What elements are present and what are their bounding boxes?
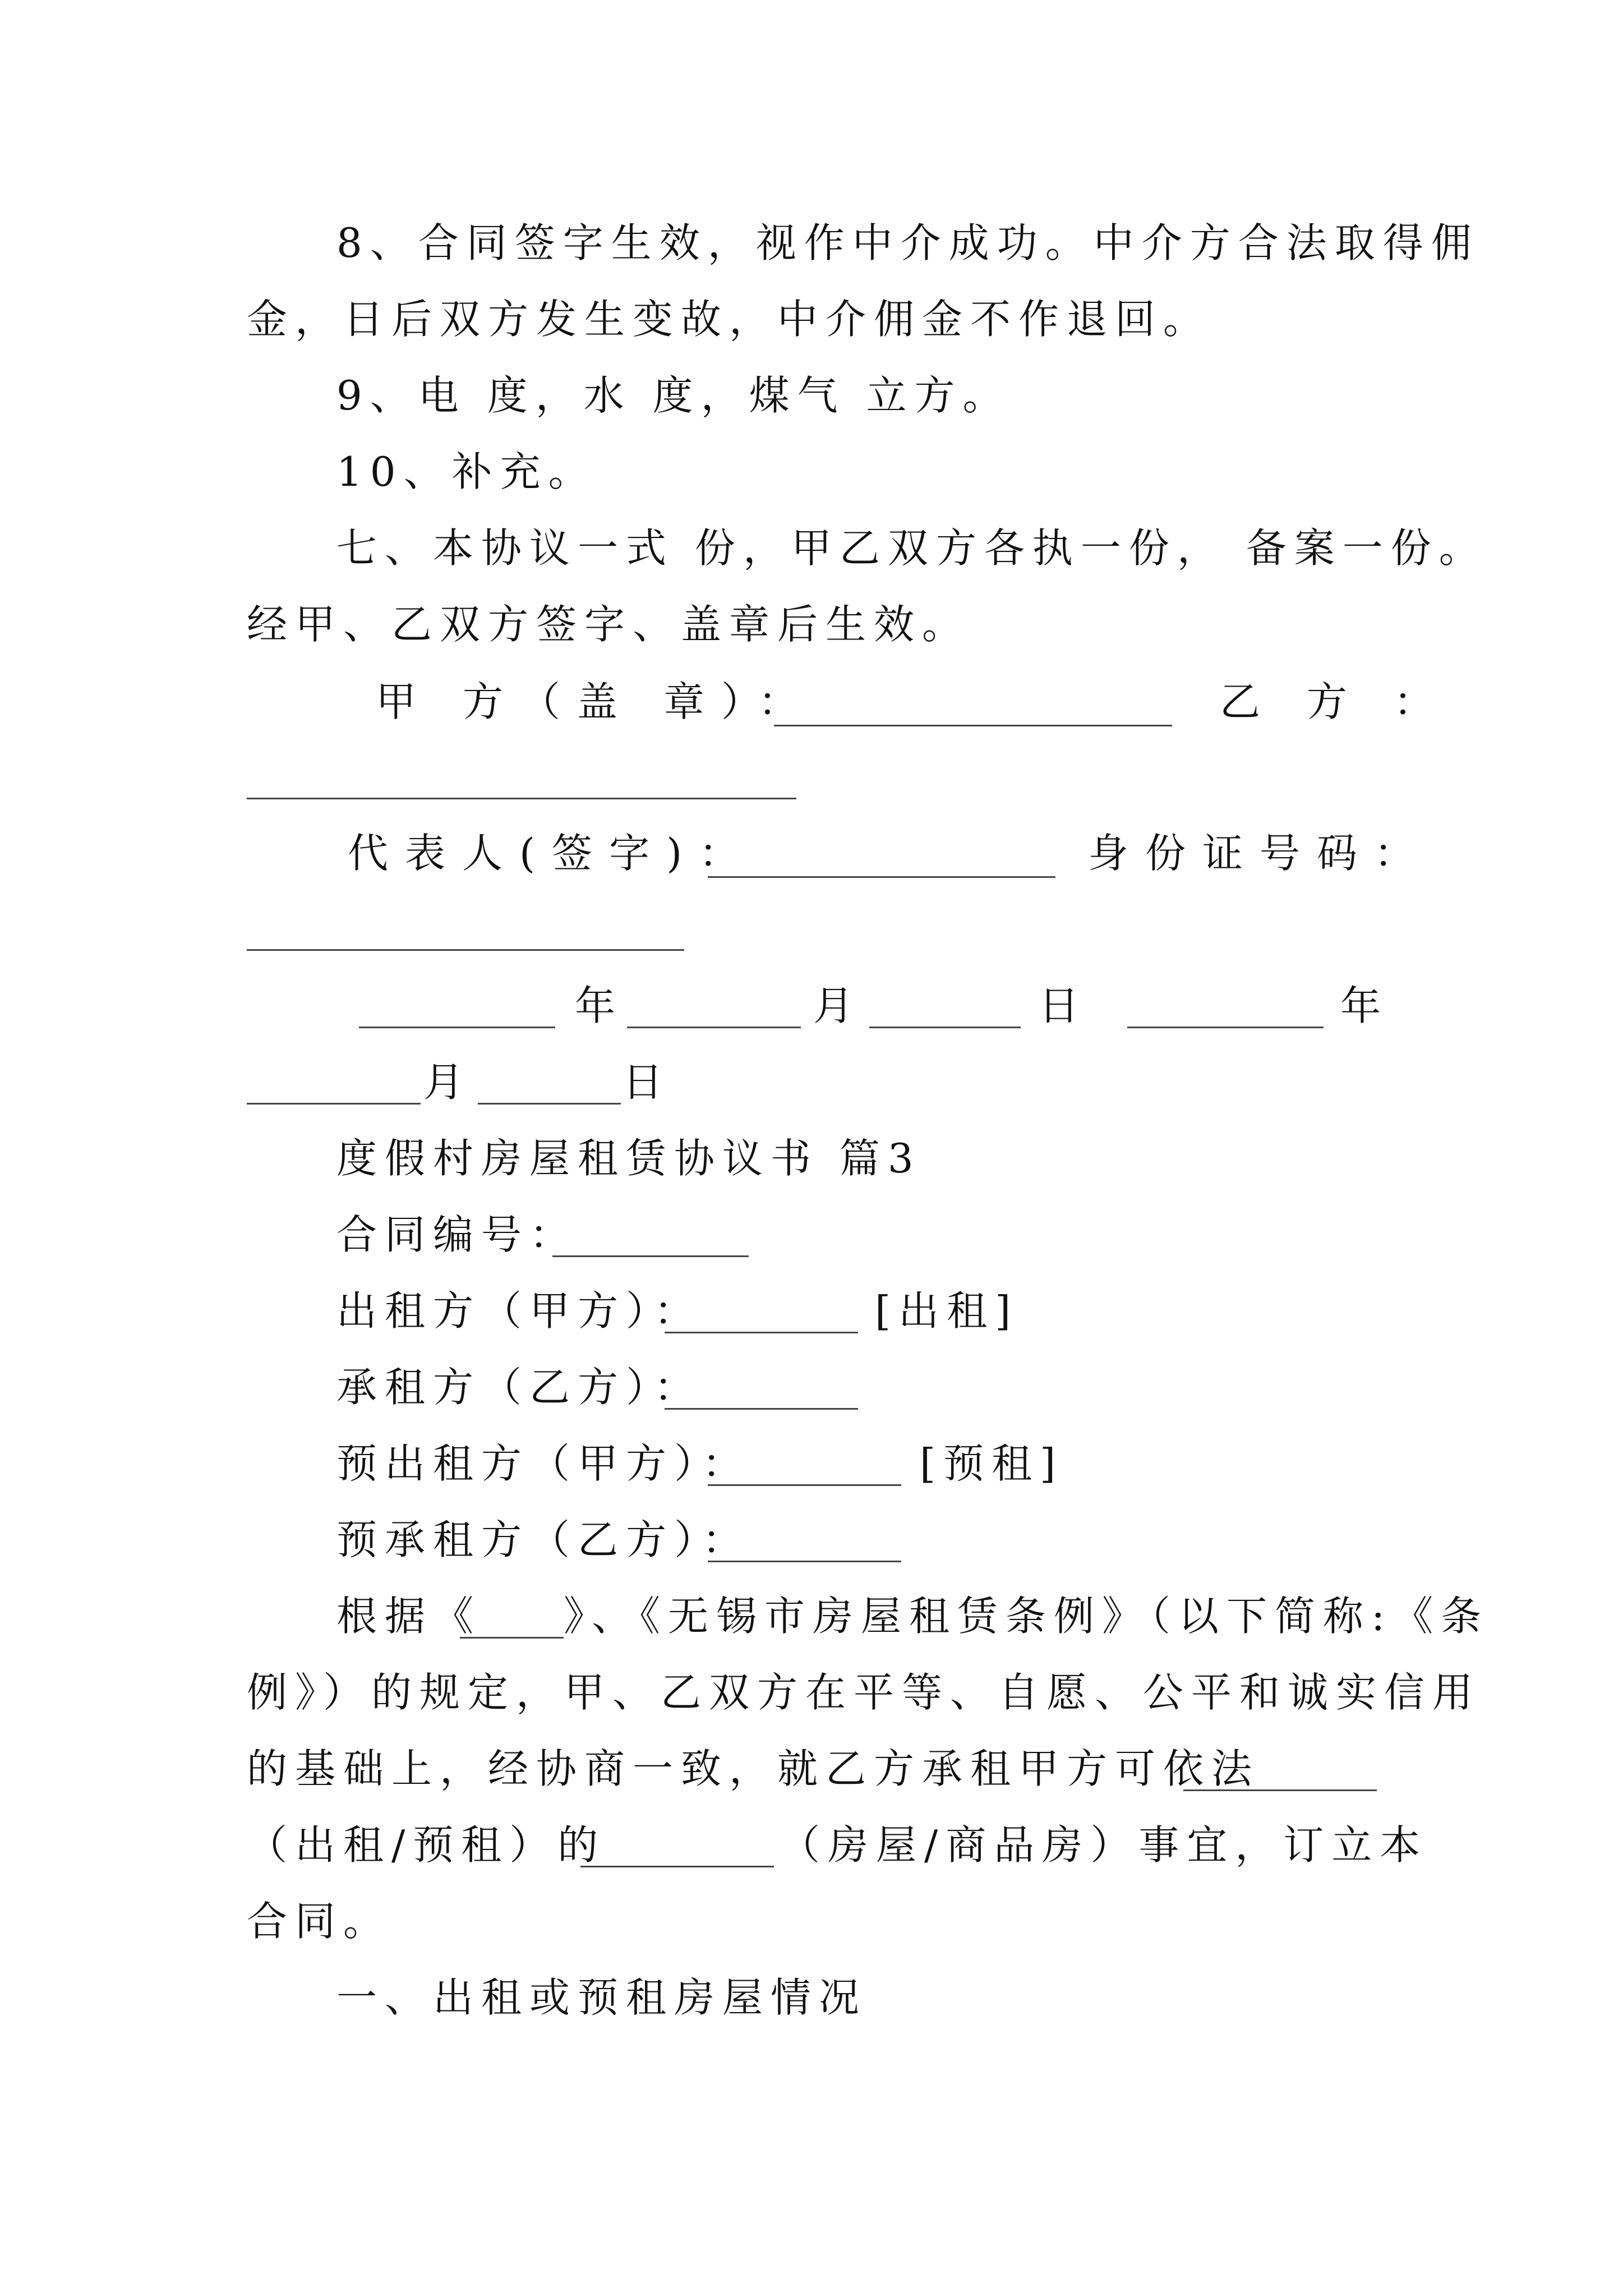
pre-lessor-label: 预出租方（甲方）： bbox=[336, 1440, 751, 1487]
paragraph-line-1b: 》、《无锡市房屋租赁条例》（以下简称:《条 bbox=[564, 1593, 1490, 1640]
representative-blank bbox=[708, 843, 1055, 878]
paragraph-line-3: 的基础上，经协商一致，就乙方承租甲方可依法 bbox=[247, 1745, 1260, 1792]
date-a-year-blank bbox=[359, 993, 555, 1028]
lessee-blank bbox=[665, 1374, 858, 1410]
section-heading-1: 一、出租或预租房屋情况 bbox=[336, 1974, 868, 2021]
section-3-title: 度假村房屋租赁协议书 篇3 bbox=[336, 1135, 921, 1182]
id-number-blank bbox=[247, 915, 684, 951]
paragraph-line-4b: （房屋/商品房）事宜，订立本 bbox=[780, 1821, 1428, 1869]
clause-7-line-2: 经甲、乙双方签字、盖章后生效。 bbox=[247, 601, 971, 648]
pre-lessor-tag: [预租] bbox=[920, 1440, 1064, 1487]
law-name-blank bbox=[460, 1603, 564, 1639]
date-b-day-blank bbox=[478, 1069, 621, 1105]
party-a-seal-label: 甲 方（盖 章）： bbox=[376, 678, 815, 725]
lease-type-blank bbox=[1183, 1756, 1377, 1791]
clause-8-line-1: 8、合同签字生效，视作中介成功。中介方合法取得佣 bbox=[336, 219, 1479, 266]
contract-number-label: 合同编号： bbox=[336, 1211, 578, 1258]
date-a-day-label: 日 bbox=[1039, 982, 1087, 1029]
id-number-label: 身份证号码： bbox=[1088, 830, 1432, 877]
pre-lessee-label: 预承租方（乙方）： bbox=[336, 1516, 751, 1563]
date-b-day-label: 日 bbox=[623, 1059, 671, 1106]
date-b-year-label: 年 bbox=[1340, 982, 1389, 1029]
paragraph-line-4a: （出租/预租）的 bbox=[247, 1821, 606, 1869]
lessor-tag: [出租] bbox=[875, 1287, 1019, 1335]
clause-9: 9、电 度，水 度，煤气 立方。 bbox=[336, 372, 1011, 419]
clause-7-line-1: 七、本协议一式 份，甲乙双方各执一份， 备案一份。 bbox=[336, 524, 1487, 572]
representative-label: 代表人(签字)： bbox=[348, 830, 757, 877]
clause-8-line-2: 金，日后双方发生变故，中介佣金不作退回。 bbox=[247, 296, 1212, 343]
date-b-month-label: 月 bbox=[423, 1059, 472, 1106]
date-a-day-blank bbox=[869, 993, 1021, 1028]
date-a-month-blank bbox=[627, 993, 801, 1028]
date-b-year-blank bbox=[1127, 993, 1324, 1028]
paragraph-line-1a: 根据《 bbox=[336, 1593, 482, 1640]
lessor-label: 出租方（甲方）： bbox=[336, 1287, 703, 1335]
pre-lessee-blank bbox=[708, 1527, 901, 1562]
pre-lessor-blank bbox=[708, 1451, 901, 1486]
lessor-blank bbox=[665, 1298, 858, 1333]
contract-number-blank bbox=[552, 1222, 749, 1257]
party-b-blank bbox=[247, 764, 796, 799]
paragraph-line-5: 合同。 bbox=[247, 1898, 392, 1945]
lessee-label: 承租方（乙方）： bbox=[336, 1364, 703, 1411]
clause-10: 10、补充。 bbox=[336, 448, 597, 495]
date-a-year-label: 年 bbox=[575, 982, 624, 1029]
date-a-month-label: 月 bbox=[813, 982, 862, 1029]
party-a-seal-blank bbox=[774, 691, 1172, 726]
paragraph-line-2: 例》）的规定，甲、乙双方在平等、自愿、公平和诚实信用 bbox=[247, 1669, 1481, 1716]
party-b-label: 乙 方 ： bbox=[1220, 678, 1451, 725]
property-type-blank bbox=[580, 1832, 774, 1867]
date-b-month-blank bbox=[247, 1069, 421, 1105]
